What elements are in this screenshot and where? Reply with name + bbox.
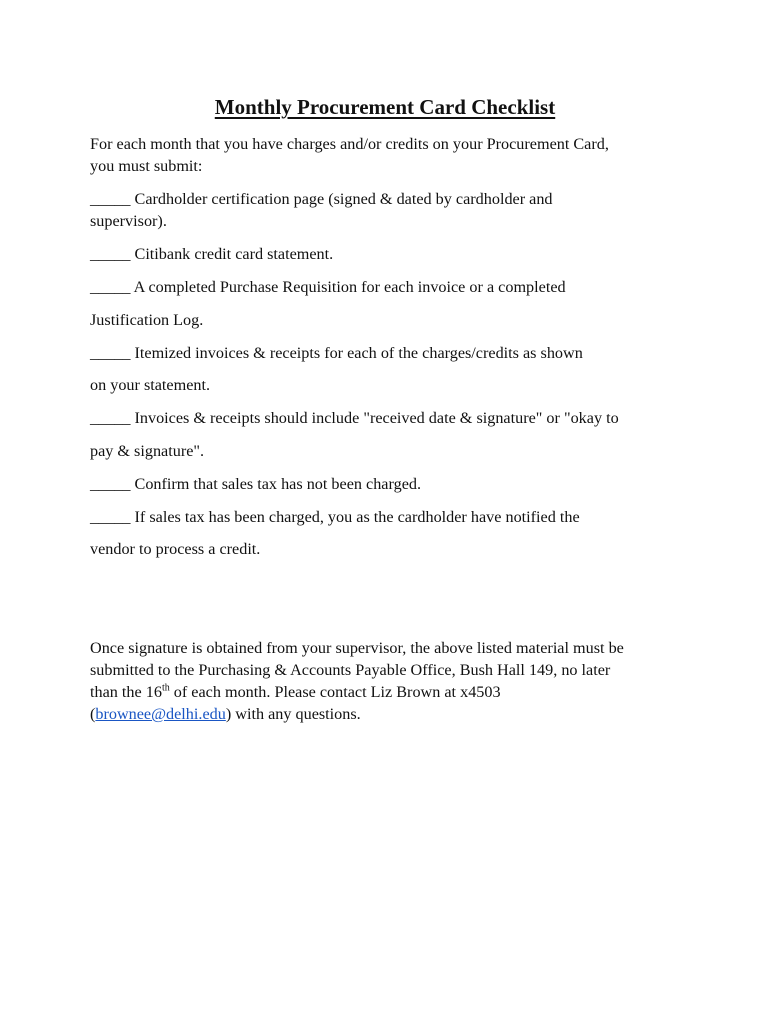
- checkbox-blank[interactable]: _____: [90, 409, 131, 427]
- checkbox-blank[interactable]: _____: [90, 245, 131, 263]
- checklist-item-text: Itemized invoices & receipts for each of the charges/credits as shown: [130, 344, 583, 362]
- checklist-item-receipts-signature: [90, 407, 619, 429]
- footer-text: than the 16: [90, 683, 162, 701]
- checklist-item-sales-tax: [90, 473, 421, 495]
- document-title: Monthly Procurement Card Checklist: [214, 95, 556, 119]
- ordinal-suffix: th: [161, 682, 170, 694]
- checklist-item-continuation: pay & signature".: [90, 442, 205, 460]
- checkbox-blank[interactable]: _____: [90, 508, 131, 526]
- checklist-item-requisition: [90, 276, 566, 298]
- intro-line-1: For each month that you have charges and/or credits on your Procurement Card,: [90, 135, 609, 153]
- intro-line-2: you must submit:: [90, 157, 203, 175]
- footer-text: (: [90, 705, 96, 723]
- checklist-item-text: Cardholder certification page (signed & dated by cardholder and: [130, 190, 553, 208]
- checklist-item-continuation: Justification Log.: [90, 311, 204, 329]
- footer-line-1: Once signature is obtained from your supervisor, the above listed material must be: [90, 639, 624, 657]
- email-link[interactable]: brownee@delhi.edu: [95, 705, 226, 723]
- checklist-item-certification: [90, 188, 553, 210]
- checkbox-blank[interactable]: _____: [90, 278, 131, 296]
- checklist-item-statement: [90, 243, 333, 265]
- checklist-item-continuation: supervisor).: [90, 212, 167, 230]
- checklist-item-text: Confirm that sales tax has not been charged.: [130, 475, 422, 493]
- footer-text: of each month. Please contact Liz Brown at x4503: [169, 683, 501, 701]
- checklist-item-continuation: vendor to process a credit.: [90, 540, 261, 558]
- footer-line-3: [90, 681, 501, 703]
- checkbox-blank[interactable]: _____: [90, 475, 131, 493]
- checkbox-blank[interactable]: _____: [90, 190, 131, 208]
- checklist-item-text: A completed Purchase Requisition for each invoice or a completed: [130, 278, 566, 296]
- checklist-item-text: If sales tax has been charged, you as the cardholder have notified the: [130, 508, 580, 526]
- footer-text: ) with any questions.: [225, 705, 361, 723]
- checklist-item-credit: [90, 506, 580, 528]
- footer-line-2: submitted to the Purchasing & Accounts Payable Office, Bush Hall 149, no later: [90, 661, 611, 679]
- checkbox-blank[interactable]: _____: [90, 344, 131, 362]
- checklist-item-invoices: [90, 342, 583, 364]
- checklist-item-text: Invoices & receipts should include "received date & signature" or "okay to: [130, 409, 619, 427]
- footer-line-4: [90, 703, 361, 725]
- checklist-item-continuation: on your statement.: [90, 376, 211, 394]
- checklist-item-text: Citibank credit card statement.: [130, 245, 334, 263]
